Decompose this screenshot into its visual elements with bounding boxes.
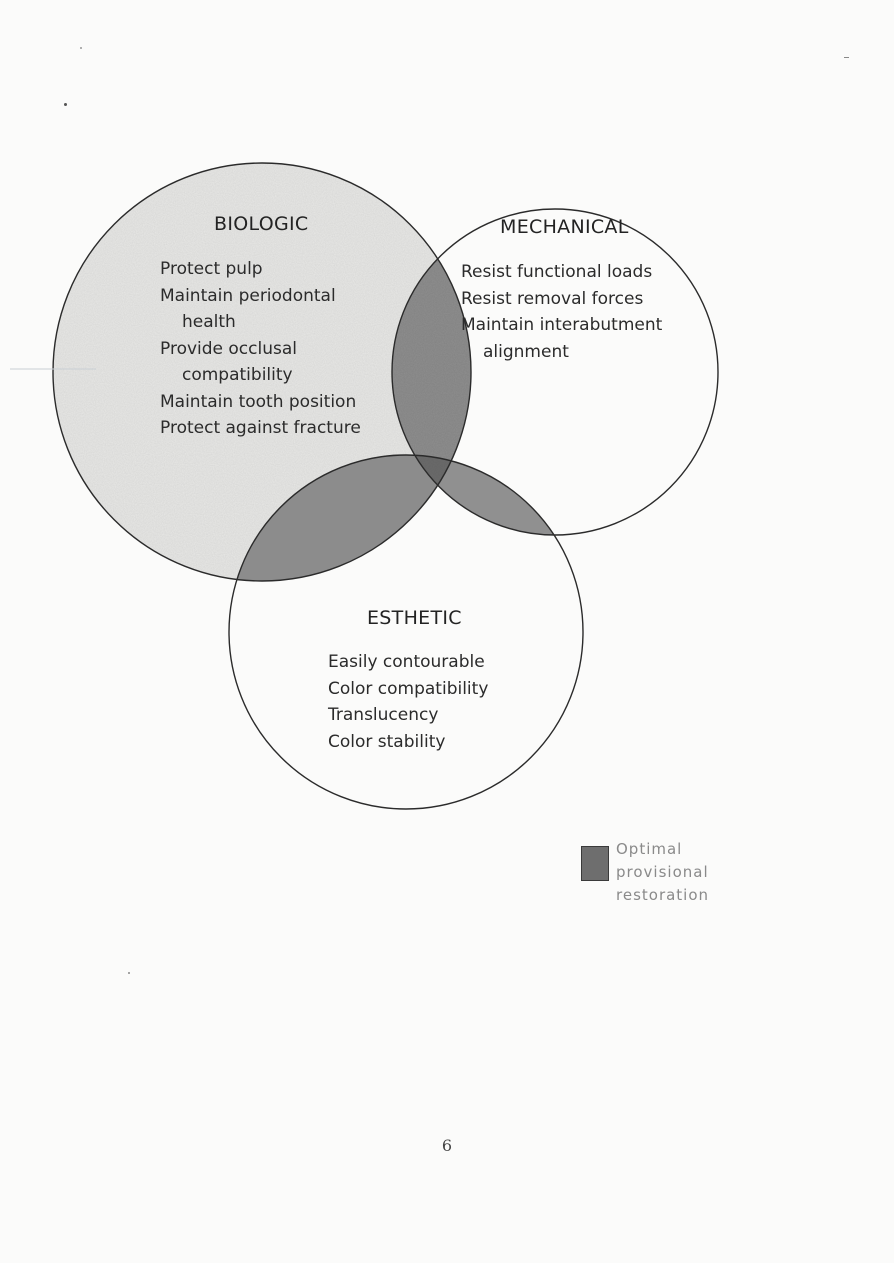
legend-line: provisional: [616, 863, 709, 881]
esthetic-list: [328, 649, 488, 755]
biologic-title: BIOLOGIC: [214, 213, 309, 235]
biologic-item: compatibility: [182, 365, 293, 385]
esthetic-item: Color stability: [328, 731, 446, 752]
scan-speck: [80, 47, 82, 49]
scan-speck: [844, 57, 849, 58]
page-number: 6: [441, 1136, 453, 1155]
legend-line: restoration: [616, 886, 710, 904]
biologic-list: [160, 256, 361, 442]
biologic-item: health: [182, 312, 236, 332]
mechanical-item: alignment: [483, 341, 569, 362]
biologic-item: Protect against fracture: [160, 418, 361, 438]
esthetic-item: Color compatibility: [328, 678, 489, 699]
mechanical-list: [461, 259, 662, 365]
scan-speck: [128, 972, 130, 974]
scan-speck: [64, 103, 67, 106]
legend-label: [616, 838, 709, 907]
mechanical-item: Maintain interabutment: [461, 315, 663, 335]
esthetic-title: ESTHETIC: [367, 607, 462, 629]
biologic-item: Maintain tooth position: [160, 391, 357, 412]
biologic-item: Protect pulp: [160, 259, 263, 279]
legend-line: Optimal: [616, 840, 683, 858]
mechanical-item: Resist functional loads: [461, 262, 653, 282]
legend-swatch: [581, 846, 609, 881]
mechanical-title: MECHANICAL: [500, 216, 629, 238]
esthetic-item: Translucency: [328, 705, 439, 725]
biologic-item: Provide occlusal: [160, 338, 297, 359]
biologic-item: Maintain periodontal: [160, 285, 336, 306]
esthetic-item: Easily contourable: [328, 652, 485, 672]
mechanical-item: Resist removal forces: [461, 288, 644, 309]
